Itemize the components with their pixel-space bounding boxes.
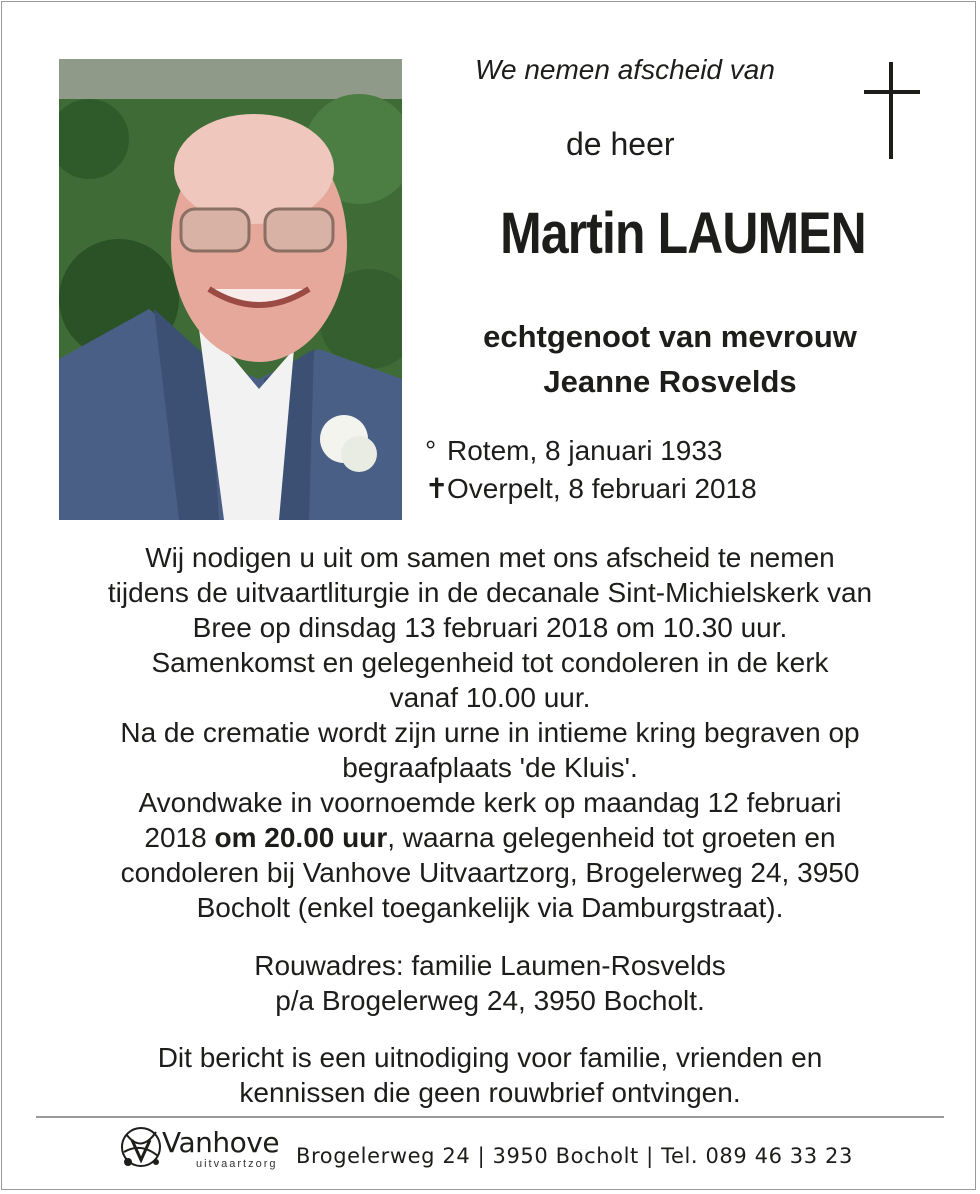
- birth-line: [425, 432, 757, 470]
- death-text: Overpelt, 8 februari 2018: [447, 473, 757, 504]
- body-line-part: , waarna gelegenheid tot groeten en: [387, 822, 836, 853]
- body-line: Bocholt (enkel toegankelijk via Damburgstraat).: [196, 892, 784, 923]
- footer-divider: [36, 1116, 944, 1118]
- spouse-block: [420, 314, 920, 404]
- birth-text: Rotem, 8 januari 1933: [447, 435, 723, 466]
- body-line: Avondwake in voornoemde kerk op maandag 12 februari: [138, 787, 842, 818]
- body-line: begraafplaats 'de Kluis'.: [342, 752, 638, 783]
- invitation-notice: [40, 1040, 940, 1110]
- cross-icon: [862, 62, 922, 159]
- body-line: [40, 820, 940, 855]
- intro-text: We nemen afscheid van: [475, 54, 775, 85]
- body-line: tijdens de uitvaartliturgie in de decanale Sint-Michielskerk van: [107, 577, 873, 608]
- deceased-name: Martin LAUMEN: [500, 201, 866, 266]
- spouse-name: Jeanne Rosvelds: [543, 364, 797, 399]
- portrait-photo: [59, 59, 402, 520]
- logo-subtitle: uitvaartzorg: [196, 1158, 278, 1170]
- dates-block: [425, 432, 757, 508]
- address-line: Rouwadres: familie Laumen-Rosvelds: [254, 950, 726, 981]
- body-line: Na de crematie wordt zijn urne in intieme kring begraven op: [120, 717, 860, 748]
- notice-line: Dit bericht is een uitnodiging voor familie, vrienden en: [157, 1042, 823, 1073]
- vanhove-logo-icon: [118, 1124, 164, 1170]
- notice-line: kennissen die geen rouwbrief ontvingen.: [239, 1077, 741, 1108]
- body-line: condoleren bij Vanhove Uitvaartzorg, Brogelerweg 24, 3950: [120, 857, 860, 888]
- body-line: vanaf 10.00 uur.: [389, 682, 591, 713]
- birth-symbol: °: [425, 435, 437, 466]
- mourning-address: [40, 948, 940, 1018]
- wake-time: om 20.00 uur: [214, 822, 388, 853]
- death-line: [425, 470, 757, 508]
- spouse-line-1: echtgenoot van mevrouw: [483, 319, 857, 354]
- honorific: de heer: [566, 126, 675, 162]
- address-line: p/a Brogelerweg 24, 3950 Bocholt.: [275, 985, 705, 1016]
- death-cross-icon: ✝: [425, 473, 449, 504]
- footer-contact: Brogelerweg 24 | 3950 Bocholt | Tel. 089 46 33 23: [296, 1144, 853, 1168]
- body-line-part: 2018: [144, 822, 215, 853]
- logo-name: Vanhove: [162, 1126, 280, 1159]
- body-line: Wij nodigen u uit om samen met ons afscheid te nemen: [145, 542, 835, 573]
- body-line: Samenkomst en gelegenheid tot condoleren in de kerk: [151, 647, 829, 678]
- body-line: Bree op dinsdag 13 februari 2018 om 10.30 uur.: [192, 612, 788, 643]
- ceremony-text: [40, 540, 940, 925]
